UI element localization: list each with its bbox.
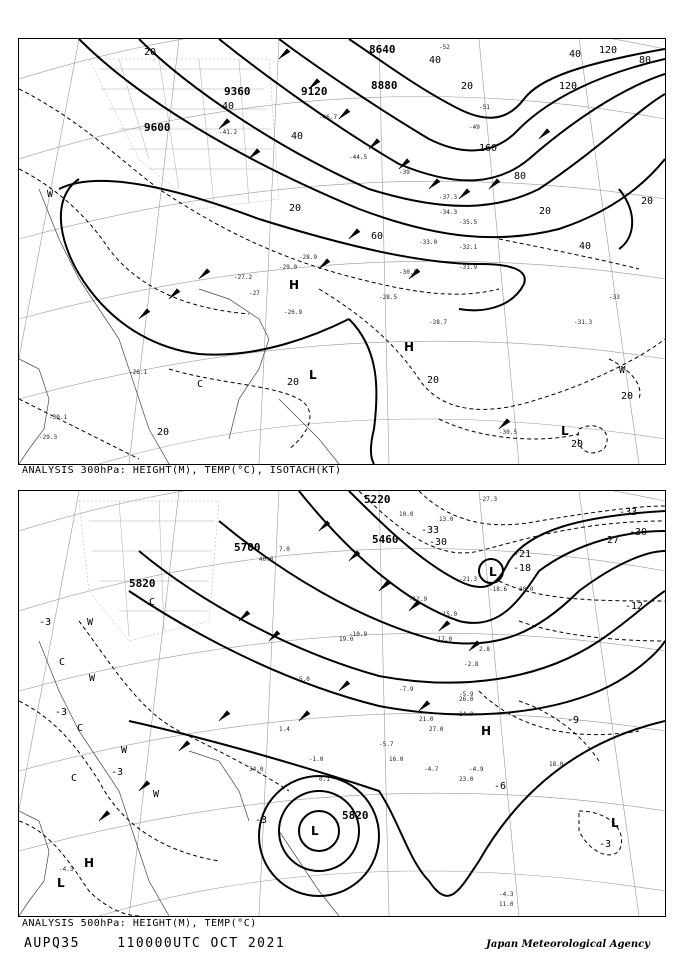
isotherm-label: -30	[629, 527, 648, 538]
height-label: 8640	[369, 43, 396, 56]
cold-center: C	[59, 657, 66, 668]
station-temp-label: -27	[249, 290, 260, 297]
map-300hpa-svg	[19, 39, 665, 464]
isotherm-label: -18	[513, 563, 532, 574]
station-temp-label: -5.9	[459, 691, 474, 698]
agency-name: Japan Meteorological Agency	[486, 939, 650, 950]
station-temp-label: 14.0	[459, 711, 474, 718]
station-temp-label: 21.0	[419, 716, 434, 723]
chart-identifier	[24, 936, 285, 951]
low-center: L	[309, 368, 317, 382]
caption-500hpa: ANALYSIS 500hPa: HEIGHT(M), TEMP(°C)	[22, 918, 257, 929]
station-temp-label: -34.3	[439, 209, 458, 216]
isotach-label: 160	[479, 143, 498, 154]
isotach-label: 20	[157, 427, 170, 438]
isotherm-label: -33	[421, 525, 440, 536]
station-temp-label: -37.3	[439, 194, 458, 201]
height-contours	[59, 39, 665, 464]
isotach-label: 20	[621, 391, 634, 402]
isotach-label: 80	[514, 171, 527, 182]
isotherm-label: -3	[599, 839, 612, 850]
pressure-centers	[57, 565, 619, 890]
station-temp-label: -12.9	[409, 596, 428, 603]
map-panel-300hpa	[18, 38, 666, 465]
height-labels	[129, 493, 399, 822]
isotach-label: 20	[461, 81, 474, 92]
station-temp-label: -29.0	[279, 264, 298, 271]
cold-center: C	[197, 379, 204, 390]
isotherm-label: -30	[429, 537, 448, 548]
low-center: L	[489, 565, 497, 579]
station-temp-label: 19.0	[339, 636, 354, 643]
height-label: 5220	[364, 493, 391, 506]
isotach-label: 40	[569, 49, 582, 60]
jet-hatch-area	[89, 59, 279, 209]
warm-center: W	[153, 789, 160, 800]
cold-center: C	[77, 723, 84, 734]
low-center: L	[311, 824, 319, 838]
isotherm-label: -3	[55, 707, 68, 718]
graticule	[19, 39, 665, 464]
station-temp-label: -21.3	[459, 576, 478, 583]
cold-center: C	[149, 597, 156, 608]
isotach-label: 40	[429, 55, 442, 66]
isotherm-label: -33	[619, 507, 638, 518]
station-temp-label: 18.0	[549, 761, 564, 768]
station-temps	[39, 44, 620, 441]
warm-center: W	[87, 617, 94, 628]
high-center: H	[404, 340, 415, 354]
isotach-label: 40	[222, 101, 235, 112]
isotach-label: 120	[599, 45, 618, 56]
station-temp-label: -33.0	[419, 239, 438, 246]
station-temp-label: -4.9	[469, 766, 484, 773]
station-temp-label: 34.0	[249, 766, 264, 773]
isotach-label: 20	[144, 47, 157, 58]
station-temp-label: 26.0	[459, 696, 474, 703]
station-temp-label: -28.9	[299, 254, 318, 261]
station-temp-label: -26.9	[284, 309, 303, 316]
height-label: 5820	[342, 809, 369, 822]
station-temp-label: 11.0	[499, 901, 514, 908]
isotach-label: 60	[371, 231, 384, 242]
station-temp-label: 30.0	[519, 586, 534, 593]
high-center: H	[481, 724, 492, 738]
isotherm-label: -9	[567, 715, 580, 726]
coastline	[19, 641, 339, 916]
isotherm-label: -3	[39, 617, 52, 628]
station-temp-label: -18.6	[489, 586, 508, 593]
chart-code: AUPQ35	[24, 936, 80, 951]
station-temp-label: -46.7	[319, 114, 338, 121]
station-temp-label: 2.8	[479, 646, 490, 653]
station-temp-label: -28.5	[379, 294, 398, 301]
station-temp-label: -33	[609, 294, 620, 301]
station-temp-label: -41.2	[219, 129, 238, 136]
low-center: L	[57, 876, 65, 890]
high-center: H	[289, 278, 300, 292]
station-temp-label: 40.0	[259, 556, 274, 563]
warm-center: W	[619, 365, 626, 376]
map-panel-500hpa	[18, 490, 666, 917]
warm-center: W	[89, 673, 96, 684]
station-temp-label: -30.1	[49, 414, 68, 421]
height-label: 9600	[144, 121, 171, 134]
height-label: 5700	[234, 541, 261, 554]
isotach-label: 20	[427, 375, 440, 386]
station-temp-label: -30.5	[399, 269, 418, 276]
isotherm-label: -27	[601, 535, 620, 546]
station-temp-label: -4.3	[499, 891, 514, 898]
station-temp-label: -49	[469, 124, 480, 131]
isotherm-contours	[19, 491, 665, 916]
chart-datetime: 110000UTC OCT 2021	[117, 936, 286, 951]
station-temp-label: -28.7	[429, 319, 448, 326]
isotherm-label: -12	[625, 601, 644, 612]
station-temp-label: -2.8	[464, 661, 479, 668]
warm-center: W	[47, 189, 54, 200]
isotach-label: 40	[579, 241, 592, 252]
station-temp-label: -29.3	[39, 434, 58, 441]
caption-300hpa: ANALYSIS 300hPa: HEIGHT(M), TEMP(°C), ISOTACH(KT)	[22, 465, 342, 476]
station-temp-label: -32.1	[459, 244, 478, 251]
pressure-centers	[47, 189, 626, 438]
coastline	[19, 189, 339, 464]
station-temp-label: 1.4	[279, 726, 290, 733]
station-temp-label: 23.0	[459, 776, 474, 783]
height-label: 9120	[301, 85, 328, 98]
height-labels	[144, 43, 398, 134]
station-temp-label: -4.7	[424, 766, 439, 773]
isotach-label: 80	[639, 55, 652, 66]
hatch-area	[79, 501, 219, 641]
station-temp-label: -31.3	[574, 319, 593, 326]
height-label: 8880	[371, 79, 398, 92]
isotherm-label: -21	[513, 549, 532, 560]
high-center: H	[84, 856, 95, 870]
station-temp-label: -15.0	[439, 611, 458, 618]
map-500hpa-svg	[19, 491, 665, 916]
graticule	[19, 491, 665, 916]
station-temp-label: 10.0	[399, 511, 414, 518]
height-label: 5460	[372, 533, 399, 546]
station-temp-label: -26.1	[129, 369, 148, 376]
station-temp-label: 16.0	[389, 756, 404, 763]
isotherm-label: -3	[255, 815, 268, 826]
cold-center: C	[71, 773, 78, 784]
station-temp-label: -27.2	[234, 274, 253, 281]
station-temp-label: 0.1	[319, 776, 330, 783]
station-temp-label: -39	[399, 169, 410, 176]
isotach-label: 20	[571, 439, 584, 450]
low-center: L	[561, 424, 569, 438]
station-temp-label: -30.5	[499, 429, 518, 436]
isotach-label: 20	[539, 206, 552, 217]
wind-barbs	[99, 521, 480, 821]
station-temp-label: -52	[439, 44, 450, 51]
isotach-label: 120	[559, 81, 578, 92]
isotherm-contours	[19, 89, 665, 459]
station-temp-label: 27.0	[429, 726, 444, 733]
station-temp-label: -1.0	[309, 756, 324, 763]
height-label: 5820	[129, 577, 156, 590]
station-temp-label: -17.0	[434, 636, 453, 643]
station-temp-label: -44.5	[349, 154, 368, 161]
isotherm-label: -3	[111, 767, 124, 778]
station-temp-label: 5.0	[299, 676, 310, 683]
isotach-label: 20	[289, 203, 302, 214]
isotach-label: 20	[287, 377, 300, 388]
isotach-label: 20	[641, 196, 654, 207]
station-temp-label: -51	[479, 104, 490, 111]
station-temp-label: -27.3	[479, 496, 498, 503]
station-temp-label: 7.0	[279, 546, 290, 553]
isotach-label: 40	[291, 131, 304, 142]
station-temp-label: -7.9	[399, 686, 414, 693]
warm-center: W	[121, 745, 128, 756]
station-temp-label: -4.3	[59, 866, 74, 873]
station-temp-label: -31.9	[459, 264, 478, 271]
height-contours	[129, 491, 665, 896]
isotherm-label: -6	[494, 781, 507, 792]
low-center: L	[611, 816, 619, 830]
station-temp-label: -10.9	[349, 631, 368, 638]
station-temp-label: -35.5	[459, 219, 478, 226]
station-temp-label: -5.7	[379, 741, 394, 748]
height-label: 9360	[224, 85, 251, 98]
station-temp-label: 13.0	[439, 516, 454, 523]
